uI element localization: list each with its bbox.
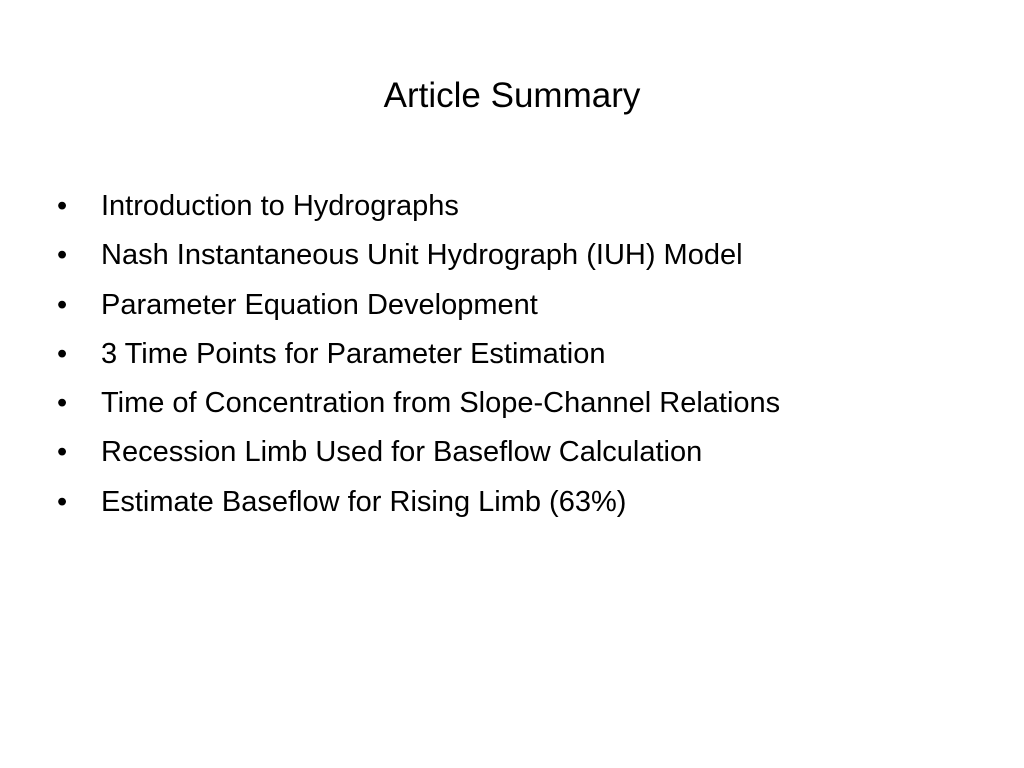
bullet-text: Parameter Equation Development	[101, 288, 538, 321]
bullet-icon: •	[57, 288, 68, 321]
bullet-icon: •	[57, 436, 68, 469]
bullet-text: 3 Time Points for Parameter Estimation	[101, 337, 606, 370]
bullet-icon: •	[57, 190, 68, 222]
bullet-text: Recession Limb Used for Baseflow Calculation	[101, 436, 703, 469]
bullet-text: Time of Concentration from Slope-Channel Relations	[101, 387, 781, 420]
bullet-icon: •	[57, 337, 68, 370]
bullet-text: Introduction to Hydrographs	[101, 190, 459, 222]
bullet-icon: •	[57, 387, 68, 420]
bullet-text: Nash Instantaneous Unit Hydrograph (IUH) Model	[101, 239, 743, 272]
bullet-text: Estimate Baseflow for Rising Limb (63%)	[101, 485, 627, 518]
bullet-icon: •	[57, 239, 68, 272]
bullet-icon: •	[57, 485, 68, 518]
slide-title: Article Summary	[383, 76, 641, 115]
